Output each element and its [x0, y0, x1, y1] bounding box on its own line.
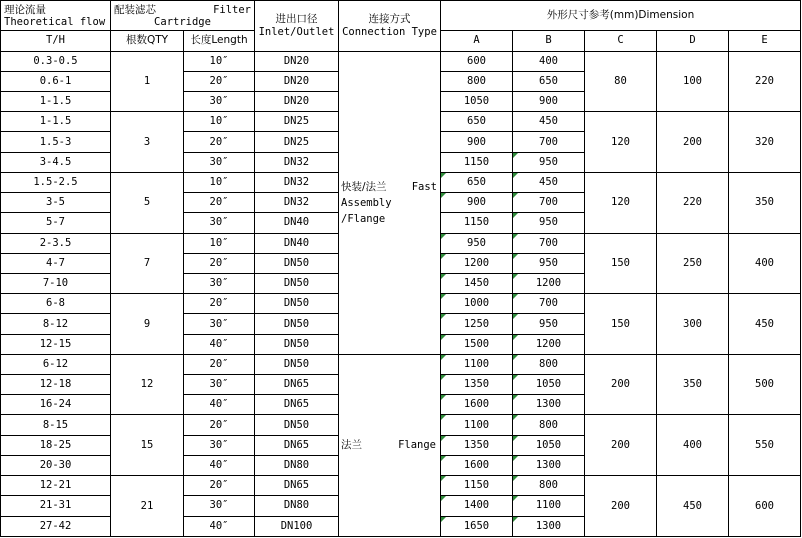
cell-length: 30″ — [184, 213, 255, 233]
cell-flow: 7-10 — [1, 273, 111, 293]
cell-b: 1050 — [513, 375, 585, 395]
cell-c: 200 — [585, 354, 657, 415]
cell-dn: DN20 — [255, 51, 339, 71]
cell-qty: 3 — [111, 112, 184, 173]
header-flow-en: Theoretical flow — [4, 15, 106, 28]
cell-dn: DN32 — [255, 193, 339, 213]
cell-a: 600 — [441, 51, 513, 71]
cell-length: 20″ — [184, 253, 255, 273]
header-col-c: C — [585, 31, 657, 51]
cell-length: 10″ — [184, 112, 255, 132]
cell-dn: DN65 — [255, 435, 339, 455]
cell-flow: 4-7 — [1, 253, 111, 273]
cell-dn: DN65 — [255, 476, 339, 496]
cell-length: 10″ — [184, 233, 255, 253]
header-flow-unit: T/H — [1, 31, 111, 51]
cell-b: 700 — [513, 233, 585, 253]
cell-length: 40″ — [184, 334, 255, 354]
cell-a: 650 — [441, 112, 513, 132]
cell-flow: 3-4.5 — [1, 152, 111, 172]
cell-d: 220 — [657, 172, 729, 233]
cell-b: 950 — [513, 314, 585, 334]
cell-length: 30″ — [184, 435, 255, 455]
cell-a: 1100 — [441, 354, 513, 374]
header-inlet-cn: 进出口径 — [275, 12, 318, 25]
cell-c: 150 — [585, 294, 657, 355]
cell-a: 1150 — [441, 213, 513, 233]
cell-a: 1250 — [441, 314, 513, 334]
cell-b: 1200 — [513, 273, 585, 293]
cell-b: 450 — [513, 172, 585, 192]
cell-b: 1300 — [513, 455, 585, 475]
cell-length: 40″ — [184, 455, 255, 475]
cell-length: 20″ — [184, 415, 255, 435]
cell-length: 20″ — [184, 132, 255, 152]
cell-flow: 27-42 — [1, 516, 111, 536]
cell-length: 30″ — [184, 273, 255, 293]
cell-flow: 21-31 — [1, 496, 111, 516]
cell-flow: 18-25 — [1, 435, 111, 455]
cell-e: 350 — [729, 172, 801, 233]
connection-fast-cn: 快装/法兰 — [341, 180, 387, 193]
cell-a: 1000 — [441, 294, 513, 314]
cell-dn: DN40 — [255, 213, 339, 233]
cell-a: 1050 — [441, 91, 513, 111]
cell-e: 400 — [729, 233, 801, 294]
cell-a: 1350 — [441, 435, 513, 455]
cell-qty: 9 — [111, 294, 184, 355]
cell-dn: DN50 — [255, 354, 339, 374]
header-dimension: 外形尺寸参考(mm)Dimension — [441, 1, 801, 31]
cell-b: 650 — [513, 71, 585, 91]
cell-a: 1600 — [441, 455, 513, 475]
cell-b: 900 — [513, 91, 585, 111]
cell-length: 30″ — [184, 314, 255, 334]
cell-length: 40″ — [184, 395, 255, 415]
cell-length: 30″ — [184, 91, 255, 111]
cell-flow: 5-7 — [1, 213, 111, 233]
cell-flow: 12-21 — [1, 476, 111, 496]
cell-dn: DN80 — [255, 455, 339, 475]
cell-c: 120 — [585, 112, 657, 173]
header-col-a: A — [441, 31, 513, 51]
cell-a: 650 — [441, 172, 513, 192]
cell-dn: DN25 — [255, 132, 339, 152]
cell-b: 1300 — [513, 395, 585, 415]
cell-d: 350 — [657, 354, 729, 415]
header-cartridge — [111, 1, 255, 31]
cell-length: 20″ — [184, 294, 255, 314]
cell-dn: DN65 — [255, 395, 339, 415]
cell-length: 30″ — [184, 496, 255, 516]
cell-dn: DN50 — [255, 314, 339, 334]
header-connection-cn: 连接方式 — [368, 12, 411, 25]
cell-flow: 6-8 — [1, 294, 111, 314]
cell-a: 950 — [441, 233, 513, 253]
cell-flow: 8-12 — [1, 314, 111, 334]
cell-a: 1150 — [441, 152, 513, 172]
cell-a: 900 — [441, 193, 513, 213]
cell-b: 800 — [513, 354, 585, 374]
cell-c: 120 — [585, 172, 657, 233]
cell-flow: 1-1.5 — [1, 91, 111, 111]
cell-dn: DN20 — [255, 71, 339, 91]
table-row — [1, 354, 801, 374]
cell-dn: DN32 — [255, 172, 339, 192]
cell-length: 20″ — [184, 476, 255, 496]
cell-e: 450 — [729, 294, 801, 355]
cell-length: 30″ — [184, 375, 255, 395]
cell-b: 800 — [513, 415, 585, 435]
cell-e: 220 — [729, 51, 801, 112]
table-row — [1, 51, 801, 71]
cell-flow: 12-15 — [1, 334, 111, 354]
cell-a: 1100 — [441, 415, 513, 435]
header-length: 长度Length — [184, 31, 255, 51]
cell-qty: 1 — [111, 51, 184, 112]
connection-flange-cn: 法兰 — [341, 438, 362, 451]
cell-length: 20″ — [184, 193, 255, 213]
cell-b: 450 — [513, 112, 585, 132]
cell-flow: 1.5-3 — [1, 132, 111, 152]
cell-dn: DN65 — [255, 375, 339, 395]
cell-b: 800 — [513, 476, 585, 496]
cell-dn: DN32 — [255, 152, 339, 172]
cell-flow: 20-30 — [1, 455, 111, 475]
cell-a: 1400 — [441, 496, 513, 516]
cell-a: 800 — [441, 71, 513, 91]
header-row-1 — [1, 1, 801, 31]
cell-b: 700 — [513, 193, 585, 213]
cell-a: 900 — [441, 132, 513, 152]
header-connection — [339, 1, 441, 52]
cell-b: 950 — [513, 253, 585, 273]
cell-length: 20″ — [184, 354, 255, 374]
connection-flange-en: Flange — [398, 438, 436, 451]
cell-length: 40″ — [184, 516, 255, 536]
cell-qty: 12 — [111, 354, 184, 415]
cell-d: 250 — [657, 233, 729, 294]
cell-d: 300 — [657, 294, 729, 355]
header-col-b: B — [513, 31, 585, 51]
cell-flow: 0.6-1 — [1, 71, 111, 91]
cell-connection-flange — [339, 354, 441, 536]
cell-qty: 7 — [111, 233, 184, 294]
cell-qty: 15 — [111, 415, 184, 476]
cell-flow: 0.3-0.5 — [1, 51, 111, 71]
header-qty: 根数QTY — [111, 31, 184, 51]
cell-a: 1650 — [441, 516, 513, 536]
header-cartridge-en2: Cartridge — [154, 15, 211, 28]
cell-length: 10″ — [184, 51, 255, 71]
cell-flow: 1.5-2.5 — [1, 172, 111, 192]
header-inlet — [255, 1, 339, 52]
cell-flow: 1-1.5 — [1, 112, 111, 132]
cell-c: 80 — [585, 51, 657, 112]
cell-dn: DN20 — [255, 91, 339, 111]
connection-fast-en1: Fast — [411, 180, 437, 193]
cell-a: 1150 — [441, 476, 513, 496]
cell-dn: DN50 — [255, 253, 339, 273]
connection-fast-en2: Assembly /Flange — [341, 196, 392, 225]
header-cartridge-cn: 配装滤芯 — [114, 3, 156, 16]
cell-dn: DN50 — [255, 334, 339, 354]
cell-dn: DN50 — [255, 273, 339, 293]
cell-a: 1450 — [441, 273, 513, 293]
cell-flow: 12-18 — [1, 375, 111, 395]
cell-qty: 5 — [111, 172, 184, 233]
cell-c: 200 — [585, 415, 657, 476]
cell-length: 10″ — [184, 172, 255, 192]
header-inlet-en: Inlet/Outlet — [258, 25, 335, 38]
cell-c: 150 — [585, 233, 657, 294]
cell-d: 450 — [657, 476, 729, 537]
cell-b: 1300 — [513, 516, 585, 536]
cell-b: 400 — [513, 51, 585, 71]
cell-dn: DN80 — [255, 496, 339, 516]
cell-b: 1050 — [513, 435, 585, 455]
cell-dn: DN50 — [255, 415, 339, 435]
cell-e: 600 — [729, 476, 801, 537]
table-body — [1, 1, 801, 537]
cell-length: 20″ — [184, 71, 255, 91]
cell-length: 30″ — [184, 152, 255, 172]
cell-connection-fast — [339, 51, 441, 354]
cell-dn: DN50 — [255, 294, 339, 314]
cell-e: 320 — [729, 112, 801, 173]
cell-flow: 8-15 — [1, 415, 111, 435]
header-cartridge-en1: Filter — [213, 3, 251, 16]
cell-a: 1200 — [441, 253, 513, 273]
header-connection-en: Connection Type — [342, 25, 437, 38]
cell-b: 1100 — [513, 496, 585, 516]
cell-flow: 16-24 — [1, 395, 111, 415]
cell-d: 400 — [657, 415, 729, 476]
cell-b: 700 — [513, 294, 585, 314]
cell-a: 1350 — [441, 375, 513, 395]
header-col-d: D — [657, 31, 729, 51]
cell-flow: 3-5 — [1, 193, 111, 213]
cell-dn: DN100 — [255, 516, 339, 536]
cell-a: 1500 — [441, 334, 513, 354]
cell-a: 1600 — [441, 395, 513, 415]
header-col-e: E — [729, 31, 801, 51]
header-flow — [1, 1, 111, 31]
cell-e: 500 — [729, 354, 801, 415]
cell-dn: DN40 — [255, 233, 339, 253]
cell-b: 950 — [513, 213, 585, 233]
cell-qty: 21 — [111, 476, 184, 537]
cell-d: 200 — [657, 112, 729, 173]
cell-c: 200 — [585, 476, 657, 537]
cell-e: 550 — [729, 415, 801, 476]
cell-d: 100 — [657, 51, 729, 112]
header-flow-cn: 理论流量 — [4, 3, 46, 16]
cell-flow: 2-3.5 — [1, 233, 111, 253]
cell-b: 700 — [513, 132, 585, 152]
cell-b: 1200 — [513, 334, 585, 354]
cell-flow: 6-12 — [1, 354, 111, 374]
cell-b: 950 — [513, 152, 585, 172]
cell-dn: DN25 — [255, 112, 339, 132]
